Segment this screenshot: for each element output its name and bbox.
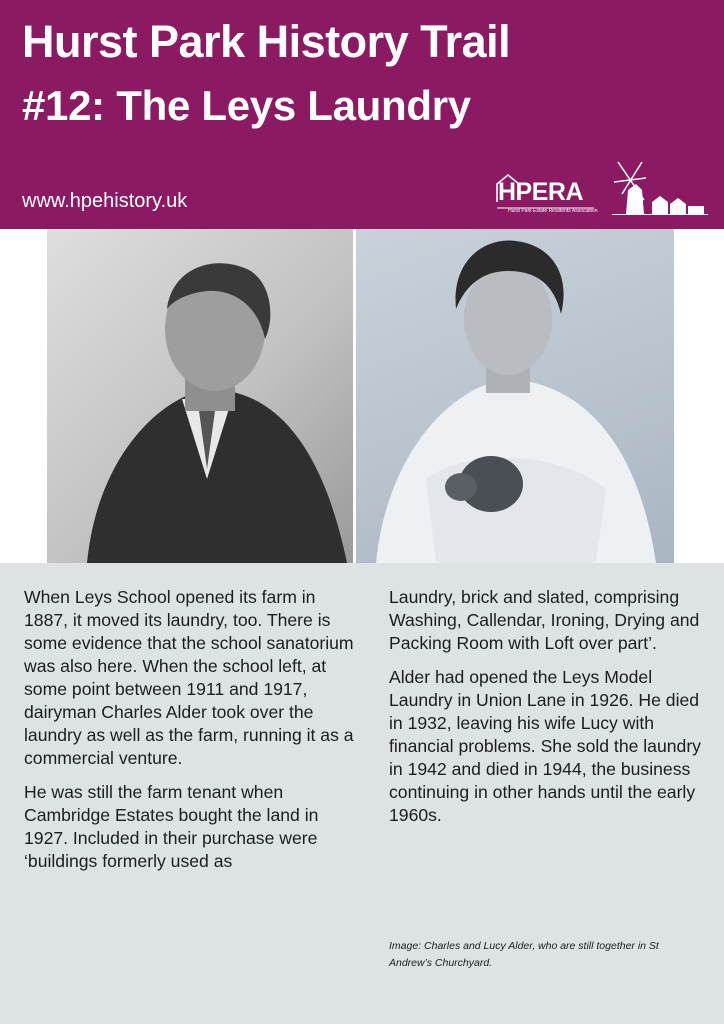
text-column-right (389, 586, 704, 838)
paragraph: When Leys School opened its farm in 1887, it moved its laundry, too. There is some evidence that the school sanatorium was also here. When the school left, at some point between 1911 and 1917, dairyman Charles Alder took over the laundry as well as the farm, running it as a commercial venture. (24, 587, 354, 768)
image-caption: Image: Charles and Lucy Alder, who are still together in St Andrew’s Churchyard. (389, 940, 659, 969)
page-title: Hurst Park History Trail (22, 16, 511, 67)
woman-portrait-icon (356, 229, 674, 563)
windmill-icon (612, 160, 708, 216)
photo-strip (0, 229, 724, 563)
page-subtitle: #12: The Leys Laundry (22, 82, 471, 129)
paragraph: Laundry, brick and slated, comprising Washing, Callendar, Ironing, Drying and Packing Room with Loft over part’. (389, 587, 700, 653)
portrait-charles-alder (47, 229, 353, 563)
man-portrait-icon (47, 229, 353, 563)
text-column-left (24, 586, 364, 884)
website-link[interactable]: www.hpehistory.uk (22, 190, 188, 212)
paragraph: Alder had opened the Leys Model Laundry in Union Lane in 1926. He died in 1932, leaving his wife Lucy with financial problems. She sold the laundry in 1942 and died in 1944, the business continuing in other hands until the early 1960s. (389, 667, 701, 825)
paragraph: He was still the farm tenant when Cambridge Estates bought the land in 1927. Included in their purchase were ‘buildings formerly used as (24, 782, 319, 871)
header-banner (0, 0, 724, 229)
logo-subtitle: Hurst Park Estate Residents Association (508, 208, 598, 214)
logo-name: HPERA (498, 178, 584, 206)
hpera-logo (494, 172, 624, 218)
portrait-lucy-alder (356, 229, 674, 563)
